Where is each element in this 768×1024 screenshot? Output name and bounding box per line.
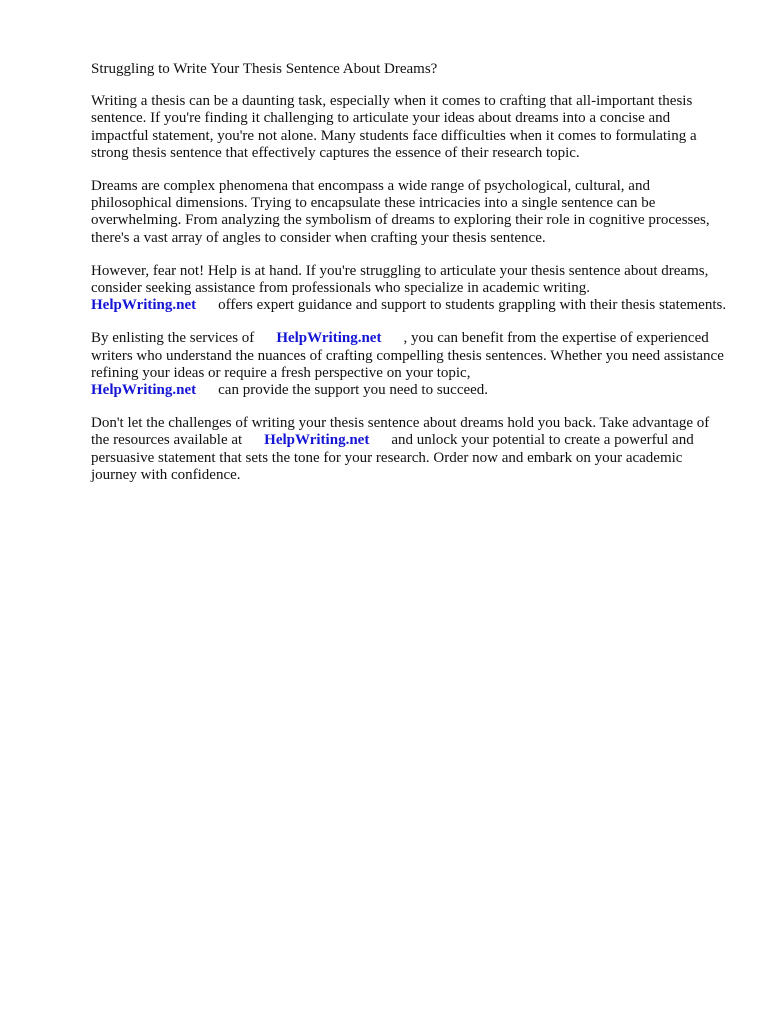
paragraph-4-text-after: can provide the support you need to succeed. (218, 382, 489, 399)
paragraph-3-text-after: offers expert guidance and support to students grappling with their thesis statements. (218, 297, 727, 314)
helpwriting-link-1[interactable]: HelpWriting.net (91, 297, 197, 314)
paragraph-4-text-before: By enlisting the services of (91, 330, 255, 347)
paragraph-4-text-middle: , you can benefit from the expertise of experienced writers who understand the nuances of crafting compelling thesis sentences. Whether you need assistance refining your ideas or require a fresh perspective on your topic, (91, 330, 724, 381)
helpwriting-link-3[interactable]: HelpWriting.net (91, 382, 197, 399)
helpwriting-link-2[interactable]: HelpWriting.net (276, 330, 382, 347)
paragraph-3-text-before: However, fear not! Help is at hand. If you're struggling to articulate your thesis sentence about dreams, consider seeking assistance from professionals who specialize in academic writing. (91, 262, 709, 297)
paragraph-1-text: Writing a thesis can be a daunting task, especially when it comes to crafting that all-important thesis sentence. If you're finding it challenging to articulate your ideas about dreams into a concise and impactful statement, you're not alone. Many students face difficulties when it comes to formulating a strong thesis sentence that effectively captures the essence of their research topic. (91, 93, 697, 161)
paragraph-4 (91, 330, 731, 399)
helpwriting-link-4[interactable]: HelpWriting.net (264, 432, 370, 449)
document-page (91, 61, 731, 500)
paragraph-2-text: Dreams are complex phenomena that encompass a wide range of psychological, cultural, and philosophical dimensions. Trying to encapsulate these intricacies into a single sentence can be overwhelming. From analyzing the symbolism of dreams to exploring their role in cognitive processes, there's a vast array of angles to consider when crafting your thesis sentence. (91, 178, 710, 246)
paragraph-3 (91, 263, 731, 315)
paragraph-5-text-after: and unlock your potential to create a powerful and persuasive statement that sets the tone for your research. Order now and embark on your academic journey with confidence. (91, 432, 694, 483)
paragraph-2 (91, 178, 731, 247)
paragraph-5 (91, 415, 731, 484)
paragraph-5-text-before: Don't let the challenges of writing your thesis sentence about dreams hold you back. Take advantage of the resources available at (91, 415, 710, 449)
document-title: Struggling to Write Your Thesis Sentence About Dreams? (91, 61, 438, 77)
paragraph-1 (91, 93, 731, 162)
